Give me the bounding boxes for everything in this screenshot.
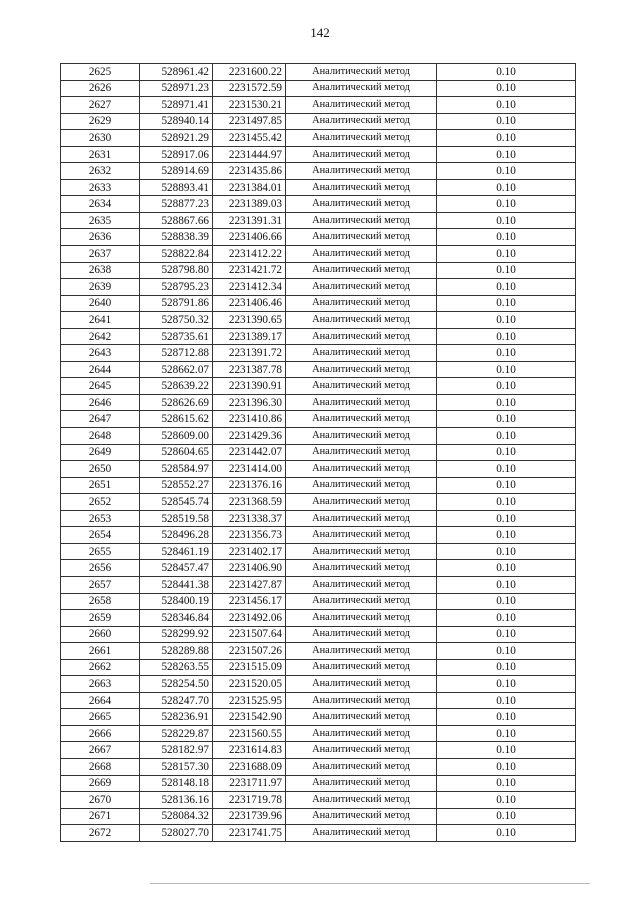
accuracy-cell: 0.10: [437, 725, 576, 742]
x-coordinate-cell: 528157.30: [140, 758, 213, 775]
accuracy-cell: 0.10: [437, 113, 576, 130]
y-coordinate-cell: 2231542.90: [213, 709, 286, 726]
accuracy-cell: 0.10: [437, 328, 576, 345]
method-cell: Аналитический метод: [286, 676, 437, 693]
accuracy-cell: 0.10: [437, 494, 576, 511]
table-row: [61, 692, 576, 709]
accuracy-cell: 0.10: [437, 659, 576, 676]
table-row: [61, 179, 576, 196]
method-cell: Аналитический метод: [286, 626, 437, 643]
method-cell: Аналитический метод: [286, 212, 437, 229]
table-row: [61, 527, 576, 544]
x-coordinate-cell: 528182.97: [140, 742, 213, 759]
x-coordinate-cell: 528496.28: [140, 527, 213, 544]
table-row: [61, 444, 576, 461]
x-coordinate-cell: 528961.42: [140, 64, 213, 81]
point-number-cell: 2659: [61, 610, 140, 627]
x-coordinate-cell: 528626.69: [140, 394, 213, 411]
method-cell: Аналитический метод: [286, 742, 437, 759]
x-coordinate-cell: 528604.65: [140, 444, 213, 461]
table-row: [61, 593, 576, 610]
x-coordinate-cell: 528877.23: [140, 196, 213, 213]
y-coordinate-cell: 2231429.36: [213, 428, 286, 445]
table-row: [61, 461, 576, 478]
x-coordinate-cell: 528712.88: [140, 345, 213, 362]
bottom-scan-rule: [150, 883, 590, 884]
table-row: [61, 229, 576, 246]
accuracy-cell: 0.10: [437, 626, 576, 643]
point-number-cell: 2650: [61, 461, 140, 478]
x-coordinate-cell: 528795.23: [140, 279, 213, 296]
x-coordinate-cell: 528346.84: [140, 610, 213, 627]
accuracy-cell: 0.10: [437, 576, 576, 593]
table-row: [61, 345, 576, 362]
x-coordinate-cell: 528615.62: [140, 411, 213, 428]
x-coordinate-cell: 528552.27: [140, 477, 213, 494]
table-row: [61, 328, 576, 345]
method-cell: Аналитический метод: [286, 361, 437, 378]
method-cell: Аналитический метод: [286, 792, 437, 809]
method-cell: Аналитический метод: [286, 494, 437, 511]
x-coordinate-cell: 528662.07: [140, 361, 213, 378]
table-row: [61, 709, 576, 726]
x-coordinate-cell: 528136.16: [140, 792, 213, 809]
y-coordinate-cell: 2231338.37: [213, 510, 286, 527]
y-coordinate-cell: 2231389.03: [213, 196, 286, 213]
table-row: [61, 659, 576, 676]
method-cell: Аналитический метод: [286, 163, 437, 180]
y-coordinate-cell: 2231560.55: [213, 725, 286, 742]
y-coordinate-cell: 2231492.06: [213, 610, 286, 627]
accuracy-cell: 0.10: [437, 692, 576, 709]
accuracy-cell: 0.10: [437, 97, 576, 114]
accuracy-cell: 0.10: [437, 80, 576, 97]
method-cell: Аналитический метод: [286, 146, 437, 163]
y-coordinate-cell: 2231391.72: [213, 345, 286, 362]
x-coordinate-cell: 528084.32: [140, 808, 213, 825]
table-row: [61, 361, 576, 378]
accuracy-cell: 0.10: [437, 758, 576, 775]
table-row: [61, 560, 576, 577]
y-coordinate-cell: 2231412.34: [213, 279, 286, 296]
point-number-cell: 2632: [61, 163, 140, 180]
table-row: [61, 428, 576, 445]
point-number-cell: 2639: [61, 279, 140, 296]
method-cell: Аналитический метод: [286, 758, 437, 775]
point-number-cell: 2629: [61, 113, 140, 130]
point-number-cell: 2636: [61, 229, 140, 246]
y-coordinate-cell: 2231396.30: [213, 394, 286, 411]
point-number-cell: 2634: [61, 196, 140, 213]
y-coordinate-cell: 2231688.09: [213, 758, 286, 775]
point-number-cell: 2625: [61, 64, 140, 81]
point-number-cell: 2669: [61, 775, 140, 792]
point-number-cell: 2641: [61, 312, 140, 329]
method-cell: Аналитический метод: [286, 775, 437, 792]
method-cell: Аналитический метод: [286, 229, 437, 246]
method-cell: Аналитический метод: [286, 610, 437, 627]
y-coordinate-cell: 2231390.91: [213, 378, 286, 395]
table-row: [61, 494, 576, 511]
table-row: [61, 808, 576, 825]
point-number-cell: 2649: [61, 444, 140, 461]
accuracy-cell: 0.10: [437, 411, 576, 428]
table-row: [61, 676, 576, 693]
point-number-cell: 2656: [61, 560, 140, 577]
accuracy-cell: 0.10: [437, 312, 576, 329]
method-cell: Аналитический метод: [286, 295, 437, 312]
point-number-cell: 2670: [61, 792, 140, 809]
x-coordinate-cell: 528441.38: [140, 576, 213, 593]
method-cell: Аналитический метод: [286, 692, 437, 709]
x-coordinate-cell: 528838.39: [140, 229, 213, 246]
accuracy-cell: 0.10: [437, 262, 576, 279]
table-row: [61, 576, 576, 593]
point-number-cell: 2660: [61, 626, 140, 643]
x-coordinate-cell: 528289.88: [140, 643, 213, 660]
x-coordinate-cell: 528893.41: [140, 179, 213, 196]
method-cell: Аналитический метод: [286, 97, 437, 114]
table-row: [61, 411, 576, 428]
accuracy-cell: 0.10: [437, 510, 576, 527]
table-row: [61, 80, 576, 97]
table-row: [61, 792, 576, 809]
method-cell: Аналитический метод: [286, 527, 437, 544]
x-coordinate-cell: 528148.18: [140, 775, 213, 792]
point-number-cell: 2653: [61, 510, 140, 527]
y-coordinate-cell: 2231572.59: [213, 80, 286, 97]
method-cell: Аналитический метод: [286, 444, 437, 461]
x-coordinate-cell: 528917.06: [140, 146, 213, 163]
accuracy-cell: 0.10: [437, 792, 576, 809]
point-number-cell: 2651: [61, 477, 140, 494]
accuracy-cell: 0.10: [437, 527, 576, 544]
point-number-cell: 2630: [61, 130, 140, 147]
x-coordinate-cell: 528461.19: [140, 543, 213, 560]
accuracy-cell: 0.10: [437, 146, 576, 163]
point-number-cell: 2667: [61, 742, 140, 759]
x-coordinate-cell: 528791.86: [140, 295, 213, 312]
method-cell: Аналитический метод: [286, 808, 437, 825]
method-cell: Аналитический метод: [286, 64, 437, 81]
y-coordinate-cell: 2231402.17: [213, 543, 286, 560]
point-number-cell: 2627: [61, 97, 140, 114]
accuracy-cell: 0.10: [437, 825, 576, 842]
point-number-cell: 2666: [61, 725, 140, 742]
y-coordinate-cell: 2231456.17: [213, 593, 286, 610]
accuracy-cell: 0.10: [437, 279, 576, 296]
method-cell: Аналитический метод: [286, 576, 437, 593]
coordinates-table-body: [61, 64, 576, 842]
table-row: [61, 643, 576, 660]
method-cell: Аналитический метод: [286, 428, 437, 445]
point-number-cell: 2637: [61, 246, 140, 263]
y-coordinate-cell: 2231387.78: [213, 361, 286, 378]
y-coordinate-cell: 2231525.95: [213, 692, 286, 709]
y-coordinate-cell: 2231356.73: [213, 527, 286, 544]
method-cell: Аналитический метод: [286, 593, 437, 610]
accuracy-cell: 0.10: [437, 179, 576, 196]
method-cell: Аналитический метод: [286, 113, 437, 130]
point-number-cell: 2671: [61, 808, 140, 825]
x-coordinate-cell: 528027.70: [140, 825, 213, 842]
table-row: [61, 113, 576, 130]
point-number-cell: 2662: [61, 659, 140, 676]
accuracy-cell: 0.10: [437, 543, 576, 560]
x-coordinate-cell: 528584.97: [140, 461, 213, 478]
y-coordinate-cell: 2231421.72: [213, 262, 286, 279]
accuracy-cell: 0.10: [437, 775, 576, 792]
x-coordinate-cell: 528971.23: [140, 80, 213, 97]
y-coordinate-cell: 2231435.86: [213, 163, 286, 180]
accuracy-cell: 0.10: [437, 163, 576, 180]
point-number-cell: 2646: [61, 394, 140, 411]
x-coordinate-cell: 528750.32: [140, 312, 213, 329]
method-cell: Аналитический метод: [286, 196, 437, 213]
method-cell: Аналитический метод: [286, 411, 437, 428]
table-row: [61, 758, 576, 775]
point-number-cell: 2655: [61, 543, 140, 560]
accuracy-cell: 0.10: [437, 477, 576, 494]
x-coordinate-cell: 528639.22: [140, 378, 213, 395]
accuracy-cell: 0.10: [437, 130, 576, 147]
accuracy-cell: 0.10: [437, 643, 576, 660]
point-number-cell: 2652: [61, 494, 140, 511]
y-coordinate-cell: 2231384.01: [213, 179, 286, 196]
x-coordinate-cell: 528254.50: [140, 676, 213, 693]
accuracy-cell: 0.10: [437, 560, 576, 577]
x-coordinate-cell: 528921.29: [140, 130, 213, 147]
table-row: [61, 825, 576, 842]
method-cell: Аналитический метод: [286, 130, 437, 147]
accuracy-cell: 0.10: [437, 709, 576, 726]
y-coordinate-cell: 2231389.17: [213, 328, 286, 345]
table-row: [61, 130, 576, 147]
y-coordinate-cell: 2231444.97: [213, 146, 286, 163]
accuracy-cell: 0.10: [437, 212, 576, 229]
method-cell: Аналитический метод: [286, 328, 437, 345]
accuracy-cell: 0.10: [437, 361, 576, 378]
x-coordinate-cell: 528609.00: [140, 428, 213, 445]
point-number-cell: 2645: [61, 378, 140, 395]
method-cell: Аналитический метод: [286, 477, 437, 494]
table-row: [61, 295, 576, 312]
method-cell: Аналитический метод: [286, 246, 437, 263]
point-number-cell: 2658: [61, 593, 140, 610]
table-row: [61, 64, 576, 81]
x-coordinate-cell: 528400.19: [140, 593, 213, 610]
point-number-cell: 2642: [61, 328, 140, 345]
y-coordinate-cell: 2231719.78: [213, 792, 286, 809]
y-coordinate-cell: 2231515.09: [213, 659, 286, 676]
table-row: [61, 394, 576, 411]
y-coordinate-cell: 2231412.22: [213, 246, 286, 263]
y-coordinate-cell: 2231406.90: [213, 560, 286, 577]
y-coordinate-cell: 2231614.83: [213, 742, 286, 759]
table-row: [61, 775, 576, 792]
x-coordinate-cell: 528798.80: [140, 262, 213, 279]
x-coordinate-cell: 528735.61: [140, 328, 213, 345]
method-cell: Аналитический метод: [286, 80, 437, 97]
accuracy-cell: 0.10: [437, 742, 576, 759]
method-cell: Аналитический метод: [286, 725, 437, 742]
table-row: [61, 279, 576, 296]
table-row: [61, 510, 576, 527]
point-number-cell: 2633: [61, 179, 140, 196]
y-coordinate-cell: 2231414.00: [213, 461, 286, 478]
accuracy-cell: 0.10: [437, 428, 576, 445]
accuracy-cell: 0.10: [437, 196, 576, 213]
point-number-cell: 2663: [61, 676, 140, 693]
y-coordinate-cell: 2231442.07: [213, 444, 286, 461]
point-number-cell: 2647: [61, 411, 140, 428]
method-cell: Аналитический метод: [286, 709, 437, 726]
y-coordinate-cell: 2231406.66: [213, 229, 286, 246]
y-coordinate-cell: 2231455.42: [213, 130, 286, 147]
accuracy-cell: 0.10: [437, 394, 576, 411]
table-row: [61, 212, 576, 229]
table-row: [61, 742, 576, 759]
page-number: 142: [310, 25, 330, 40]
point-number-cell: 2668: [61, 758, 140, 775]
y-coordinate-cell: 2231410.86: [213, 411, 286, 428]
table-row: [61, 626, 576, 643]
point-number-cell: 2640: [61, 295, 140, 312]
x-coordinate-cell: 528247.70: [140, 692, 213, 709]
y-coordinate-cell: 2231600.22: [213, 64, 286, 81]
method-cell: Аналитический метод: [286, 825, 437, 842]
point-number-cell: 2657: [61, 576, 140, 593]
y-coordinate-cell: 2231711.97: [213, 775, 286, 792]
y-coordinate-cell: 2231391.31: [213, 212, 286, 229]
x-coordinate-cell: 528299.92: [140, 626, 213, 643]
accuracy-cell: 0.10: [437, 808, 576, 825]
y-coordinate-cell: 2231741.75: [213, 825, 286, 842]
accuracy-cell: 0.10: [437, 378, 576, 395]
point-number-cell: 2648: [61, 428, 140, 445]
table-row: [61, 163, 576, 180]
method-cell: Аналитический метод: [286, 659, 437, 676]
table-row: [61, 196, 576, 213]
table-row: [61, 146, 576, 163]
method-cell: Аналитический метод: [286, 643, 437, 660]
x-coordinate-cell: 528545.74: [140, 494, 213, 511]
method-cell: Аналитический метод: [286, 378, 437, 395]
point-number-cell: 2661: [61, 643, 140, 660]
y-coordinate-cell: 2231507.64: [213, 626, 286, 643]
accuracy-cell: 0.10: [437, 295, 576, 312]
method-cell: Аналитический метод: [286, 543, 437, 560]
y-coordinate-cell: 2231406.46: [213, 295, 286, 312]
method-cell: Аналитический метод: [286, 560, 437, 577]
x-coordinate-cell: 528940.14: [140, 113, 213, 130]
x-coordinate-cell: 528457.47: [140, 560, 213, 577]
point-number-cell: 2644: [61, 361, 140, 378]
y-coordinate-cell: 2231497.85: [213, 113, 286, 130]
y-coordinate-cell: 2231368.59: [213, 494, 286, 511]
x-coordinate-cell: 528236.91: [140, 709, 213, 726]
table-row: [61, 97, 576, 114]
method-cell: Аналитический метод: [286, 510, 437, 527]
x-coordinate-cell: 528867.66: [140, 212, 213, 229]
method-cell: Аналитический метод: [286, 179, 437, 196]
point-number-cell: 2631: [61, 146, 140, 163]
y-coordinate-cell: 2231739.96: [213, 808, 286, 825]
x-coordinate-cell: 528263.55: [140, 659, 213, 676]
x-coordinate-cell: 528229.87: [140, 725, 213, 742]
x-coordinate-cell: 528822.84: [140, 246, 213, 263]
accuracy-cell: 0.10: [437, 593, 576, 610]
table-row: [61, 312, 576, 329]
method-cell: Аналитический метод: [286, 345, 437, 362]
table-row: [61, 246, 576, 263]
method-cell: Аналитический метод: [286, 312, 437, 329]
table-row: [61, 610, 576, 627]
accuracy-cell: 0.10: [437, 64, 576, 81]
accuracy-cell: 0.10: [437, 229, 576, 246]
method-cell: Аналитический метод: [286, 279, 437, 296]
point-number-cell: 2638: [61, 262, 140, 279]
y-coordinate-cell: 2231530.21: [213, 97, 286, 114]
accuracy-cell: 0.10: [437, 246, 576, 263]
accuracy-cell: 0.10: [437, 461, 576, 478]
point-number-cell: 2654: [61, 527, 140, 544]
accuracy-cell: 0.10: [437, 610, 576, 627]
y-coordinate-cell: 2231507.26: [213, 643, 286, 660]
point-number-cell: 2635: [61, 212, 140, 229]
method-cell: Аналитический метод: [286, 461, 437, 478]
table-row: [61, 378, 576, 395]
point-number-cell: 2643: [61, 345, 140, 362]
x-coordinate-cell: 528519.58: [140, 510, 213, 527]
accuracy-cell: 0.10: [437, 345, 576, 362]
x-coordinate-cell: 528971.41: [140, 97, 213, 114]
y-coordinate-cell: 2231427.87: [213, 576, 286, 593]
point-number-cell: 2672: [61, 825, 140, 842]
coordinates-table: [60, 63, 576, 842]
point-number-cell: 2665: [61, 709, 140, 726]
table-row: [61, 477, 576, 494]
method-cell: Аналитический метод: [286, 262, 437, 279]
y-coordinate-cell: 2231390.65: [213, 312, 286, 329]
method-cell: Аналитический метод: [286, 394, 437, 411]
x-coordinate-cell: 528914.69: [140, 163, 213, 180]
accuracy-cell: 0.10: [437, 444, 576, 461]
table-row: [61, 543, 576, 560]
point-number-cell: 2664: [61, 692, 140, 709]
table-row: [61, 262, 576, 279]
table-row: [61, 725, 576, 742]
accuracy-cell: 0.10: [437, 676, 576, 693]
y-coordinate-cell: 2231520.05: [213, 676, 286, 693]
point-number-cell: 2626: [61, 80, 140, 97]
y-coordinate-cell: 2231376.16: [213, 477, 286, 494]
